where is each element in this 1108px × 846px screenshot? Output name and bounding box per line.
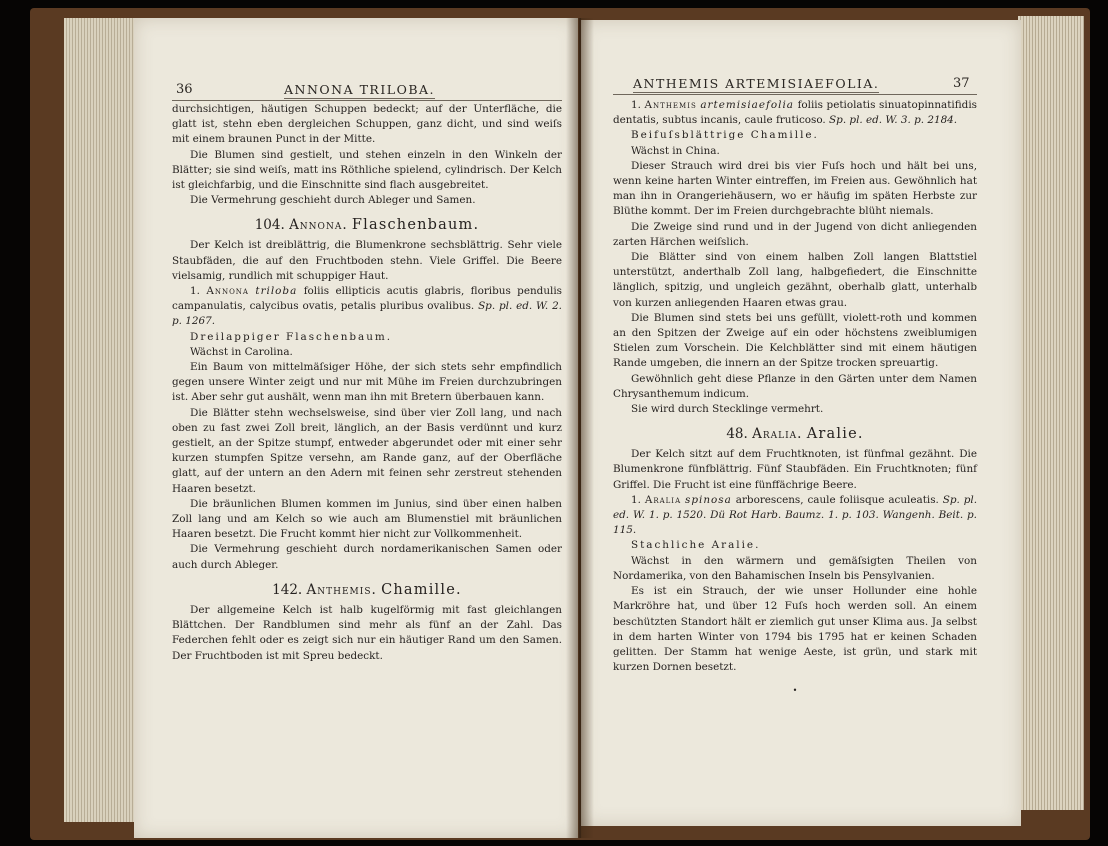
species-name: triloba — [255, 285, 298, 298]
end-mark: • — [792, 686, 798, 696]
species-description: arborescens, caule foliisque aculeatis. — [735, 493, 939, 506]
paragraph: Die Blumen sind gestielt, und stehen einzeln in den Winkeln der Blätter; sie sind weiſs, matt ins Röthliche spielend, cylindrisch. Der Kelch ist gleichfarbig, und die Einschnitte sind flach ausgebreitet. — [172, 148, 562, 192]
species-name: spinosa — [685, 493, 732, 506]
paragraph: Gewöhnlich geht diese Pflanze in den Gärten unter dem Namen Chrysanthemum indicum. — [613, 372, 977, 400]
common-name: Beifuſsblättrige Chamille. — [631, 129, 819, 142]
species-reference: Sp. pl. ed. W. 2. p. 1267. — [172, 300, 562, 328]
habitat: Wächst in China. — [631, 144, 720, 157]
species-genus: Annona — [206, 285, 249, 298]
paragraph: Die Blumen sind stets bei uns gefüllt, violett-roth und kommen an den Spitzen der Zweige auf ein oder höchstens zweiblumigen Stielen zum Vorschein. Die Kelchblätter sind mit einem häutigen Rande umgeben, die innern an der Spitze trocken spreuartig. — [613, 311, 977, 370]
section-number: 142. — [272, 581, 303, 598]
paragraph: Die Blätter sind von einem halben Zoll langen Blattstiel unterstützt, anderthalb Zoll lang, halbgefiedert, die Einschnitte länglich, spitzig, und ungleich gezähnt, oberhalb glatt, unterhalb von kurzen anliegenden Haaren etwas grau. — [613, 251, 977, 309]
book-gutter — [566, 18, 594, 838]
paragraph: Wächst in den wärmern und gemäſsigten Theilen von Nordamerika, von den Bahamischen Inseln bis Pensylvanien. — [613, 554, 977, 582]
paragraph: Die Blätter stehn wechselsweise, sind über vier Zoll lang, und nach oben zu fast zwei Zoll breit, länglich, an der Basis verdünnt und kurz gestielt, an der Spitze stumpf, entweder abgerundet oder mit einer sehr kurzen stumpfen Spitze versehn, am Rande ganz, auf der Oberfläche glatt, auf der untern an den Adern mit feinen sehr zerstreut stehenden Haaren besetzt. — [172, 406, 562, 495]
species-genus: Aralia — [644, 493, 682, 506]
species-name: artemisiaefolia — [700, 99, 794, 111]
section-heading — [172, 579, 562, 601]
running-head: ANNONA TRILOBA. — [284, 82, 436, 97]
running-head: ANTHEMIS ARTEMISIAEFOLIA. — [633, 76, 880, 91]
paragraph: Dieser Strauch wird drei bis vier Fuſs hoch und hält bei uns, wenn keine harten Winter eintreffen, im Freien aus. Gewöhnlich hat man ihn in Orangeriehäusern, wo er häufig im späten Herbste zur Blüthe kommt. Der im Freien durchgebrachte blüht niemals. — [613, 159, 977, 218]
species-number: 1. — [631, 99, 641, 111]
section-name: Flaschenbaum. — [351, 217, 480, 234]
right-body — [613, 98, 977, 699]
common-name: Stachliche Aralie. — [631, 539, 761, 552]
left-page — [134, 18, 578, 838]
species-number: 1. — [631, 493, 641, 506]
paragraph: Der Kelch sitzt auf dem Fruchtknoten, ist fünfmal gezähnt. Die Blumenkrone fünfblättrig. Fünf Staubfäden. Ein Fruchtknoten; fünf Griffel. Die Frucht ist eine fünffächrige Beere. — [613, 448, 977, 491]
header-rule — [172, 100, 562, 101]
left-body — [172, 102, 562, 664]
species-description: foliis ellipticis acutis glabris, floribus pendulis campanulatis, calycibus ovatis, petalis pluribus ovalibus. — [172, 285, 562, 313]
section-heading — [613, 423, 977, 445]
paragraph: Es ist ein Strauch, der wie unser Hollunder eine hohle Markröhre hat, und über 12 Fuſs hoch werden soll. An einem beschützten Standort hält er ziemlich gut unser Klima aus. Ja selbst in dem harten Winter von 1794 bis 1795 hat er keinen Schaden gelitten. Der Stamm hat wenige Aeste, ist grün, und stark mit kurzen Dornen besetzt. — [613, 585, 977, 674]
section-number: 104. — [254, 217, 285, 234]
paragraph: Die Zweige sind rund und in der Jugend von dicht anliegenden zarten Härchen weiſslich. — [613, 220, 977, 248]
paragraph: Der Kelch ist dreiblättrig, die Blumenkrone sechsblättrig. Sehr viele Staubfäden, die auf den Fruchtboden stehn. Viele Griffel. Die Beere vielsamig, rundlich mit schuppiger Haut. — [172, 239, 562, 282]
section-genus: Anthemis. — [306, 581, 377, 598]
right-page-edges — [1018, 16, 1084, 810]
paragraph: Die bräunlichen Blumen kommen im Junius, sind über einen halben Zoll lang und am Kelch so wie auch am Blumenstiel mit bräunlichen Haaren besetzt. Die Frucht kommt hier nicht zur Vollkommenheit. — [172, 497, 562, 541]
species-entry — [172, 284, 562, 330]
species-reference: Sp. pl. ed. W. 3. p. 2184. — [829, 114, 958, 127]
species-genus: Anthemis — [644, 99, 697, 111]
book — [30, 8, 1090, 840]
species-entry — [613, 493, 977, 539]
header-rule — [613, 94, 977, 95]
paragraph: Ein Baum von mittelmäſsiger Höhe, der sich stets sehr empfindlich gegen unsere Winter zeigt und nur mit Mühe im Freien durchzubringen ist. Aber sehr gut aushält, wenn man ihn mit Bretern überbauen kann. — [172, 361, 562, 404]
section-name: Chamille. — [381, 581, 462, 598]
paragraph: Sie wird durch Stecklinge vermehrt. — [631, 403, 824, 416]
species-reference: Sp. pl. ed. W. 1. p. 1520. Dü Rot Harb. Baumz. 1. p. 103. Wangenh. Beit. p. 115. — [613, 493, 977, 537]
page-number: 36 — [176, 82, 193, 97]
paragraph: durchsichtigen, häutigen Schuppen bedeckt; auf der Unterfläche, die glatt ist, stehn eben dergleichen Schuppen, ganz dicht, und sind weiſs mit einem braunen Punct in der Mitte. — [172, 103, 562, 146]
left-page-edges — [64, 18, 134, 822]
section-genus: Annona. — [289, 217, 348, 234]
section-genus: Aralia. — [752, 426, 803, 443]
common-name: Dreilappiger Flaschenbaum. — [190, 330, 393, 343]
species-description: foliis petiolatis sinuatopinnatifidis dentatis, subtus incanis, caule fruticoso. — [613, 99, 977, 127]
page-number: 37 — [953, 76, 970, 91]
right-page — [581, 20, 1021, 826]
paragraph: Der allgemeine Kelch ist halb kugelförmig mit fast gleichlangen Blättchen. Der Randblumen sind mehr als fünf an der Zahl. Das Federchen fehlt oder es zeigt sich nur ein häutiger Rand um den Samen. Der Fruchtboden ist mit Spreu bedeckt. — [172, 603, 562, 662]
paragraph: Die Vermehrung geschieht durch nordamerikanischen Samen oder auch durch Ableger. — [172, 543, 562, 571]
species-number: 1. — [190, 285, 200, 298]
section-heading — [172, 214, 562, 236]
section-number: 48. — [726, 426, 748, 443]
paragraph: Die Vermehrung geschieht durch Ableger und Samen. — [190, 194, 476, 207]
habitat: Wächst in Carolina. — [190, 345, 293, 358]
species-entry — [613, 98, 977, 128]
section-name: Aralie. — [806, 426, 864, 443]
